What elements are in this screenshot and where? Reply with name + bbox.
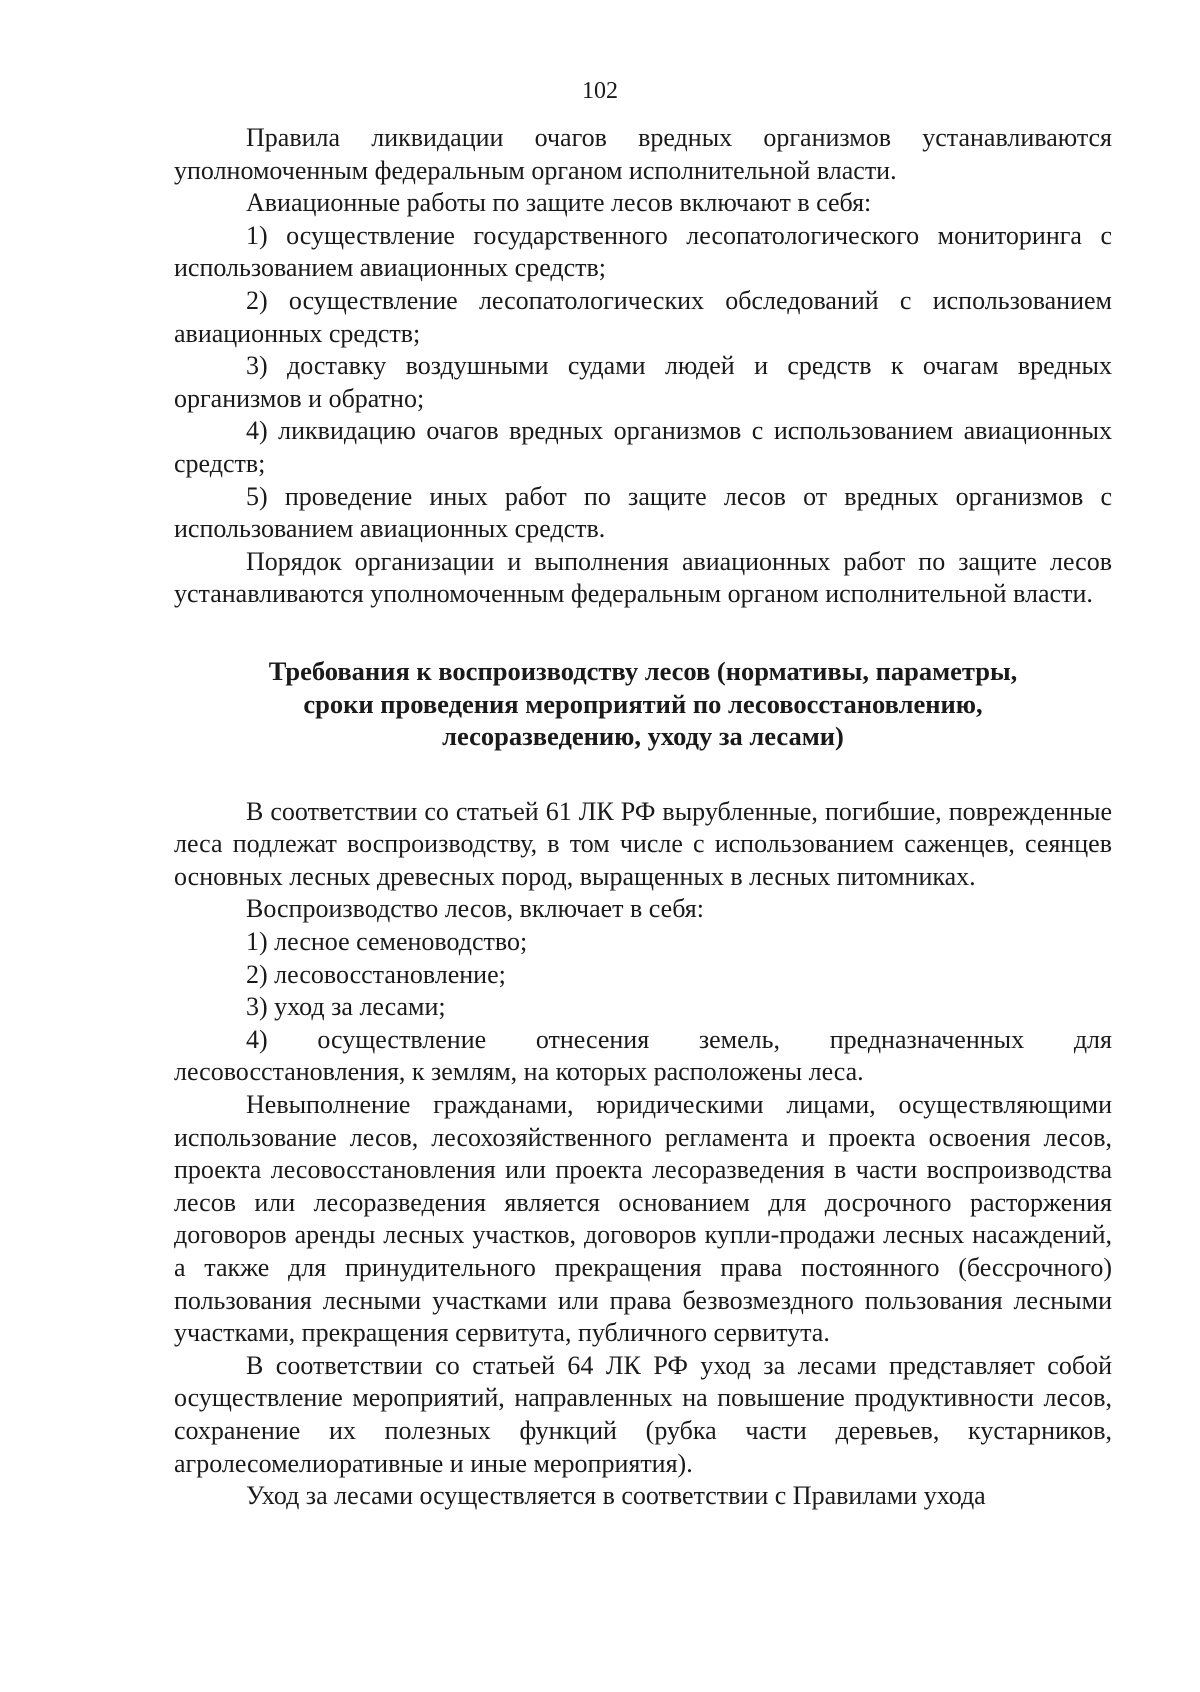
section-heading-line: лесоразведению, уходу за лесами) <box>442 721 844 752</box>
list-item-aviation-2: 2) осуществление лесопатологических обследований с использованием авиационных средств; <box>174 285 1112 348</box>
paragraph-aviation-works-intro: Авиационные работы по защите лесов включают в себя: <box>246 188 872 218</box>
list-item-aviation-4: 4) ликвидацию очагов вредных организмов с использованием авиационных средств; <box>174 416 1112 478</box>
section-heading <box>174 655 1112 753</box>
section-heading-line: Требования к воспроизводству лесов (нормативы, параметры, <box>268 655 1018 686</box>
paragraph-liquidation-rules: Правила ликвидации очагов вредных организмов устанавливаются уполномоченным федеральным органом исполнительной власти. <box>174 123 1112 185</box>
list-item-aviation-1: 1) осуществление государственного лесопатологического мониторинга с использованием авиационных средств; <box>174 220 1112 283</box>
document-body <box>174 122 1112 1513</box>
paragraph-aviation-procedure: Порядок организации и выполнения авиационных работ по защите лесов устанавливаются уполномоченным федеральным органом исполнительной власти. <box>174 546 1112 609</box>
page-number: 102 <box>582 78 618 104</box>
paragraph-article-64: В соответствии со статьей 64 ЛК РФ уход за лесами представляет собой осуществление мероприятий, направленных на повышение продуктивности лесов, сохранение их полезных функций (рубка части деревьев, кустарников, агролесомелиоративные и иные мероприятия). <box>174 1350 1112 1478</box>
section-heading-line: сроки проведения мероприятий по лесовосстановлению, <box>303 688 983 719</box>
list-item-reproduction-3: 3) уход за лесами; <box>246 992 446 1022</box>
list-item-reproduction-1: 1) лесное семеноводство; <box>246 927 528 957</box>
list-item-reproduction-2: 2) лесовосстановление; <box>246 959 506 989</box>
list-item-reproduction-4: 4) осуществление отнесения земель, предназначенных для лесовосстановления, к землям, на которых расположены леса. <box>174 1024 1112 1087</box>
paragraph-reproduction-intro: Воспроизводство лесов, включает в себя: <box>246 894 704 924</box>
paragraph-care-rules: Уход за лесами осуществляется в соответствии с Правилами ухода <box>246 1481 986 1511</box>
paragraph-non-compliance: Невыполнение гражданами, юридическими лицами, осуществляющими использование лесов, лесохозяйственного регламента и проекта освоения лесов, проекта лесовосстановления или проекта лесоразведения в части воспроизводства лесов или лесоразведения является основанием для досрочного расторжения договоров аренды лесных участков, договоров купли-продажи лесных насаждений, а также для принудительного прекращения права постоянного (бессрочного) пользования лесными участками или права безвозмездного пользования лесными участками, прекращения сервитута, публичного сервитута. <box>174 1090 1112 1348</box>
list-item-aviation-5: 5) проведение иных работ по защите лесов от вредных организмов с использованием авиационных средств. <box>174 481 1112 544</box>
paragraph-article-61: В соответствии со статьей 61 ЛК РФ вырубленные, погибшие, поврежденные леса подлежат воспроизводству, в том числе с использованием саженцев, сеянцев основных лесных древесных пород, выращенных в лесных питомниках. <box>174 796 1112 891</box>
list-item-aviation-3: 3) доставку воздушными судами людей и средств к очагам вредных организмов и обратно; <box>174 351 1112 413</box>
